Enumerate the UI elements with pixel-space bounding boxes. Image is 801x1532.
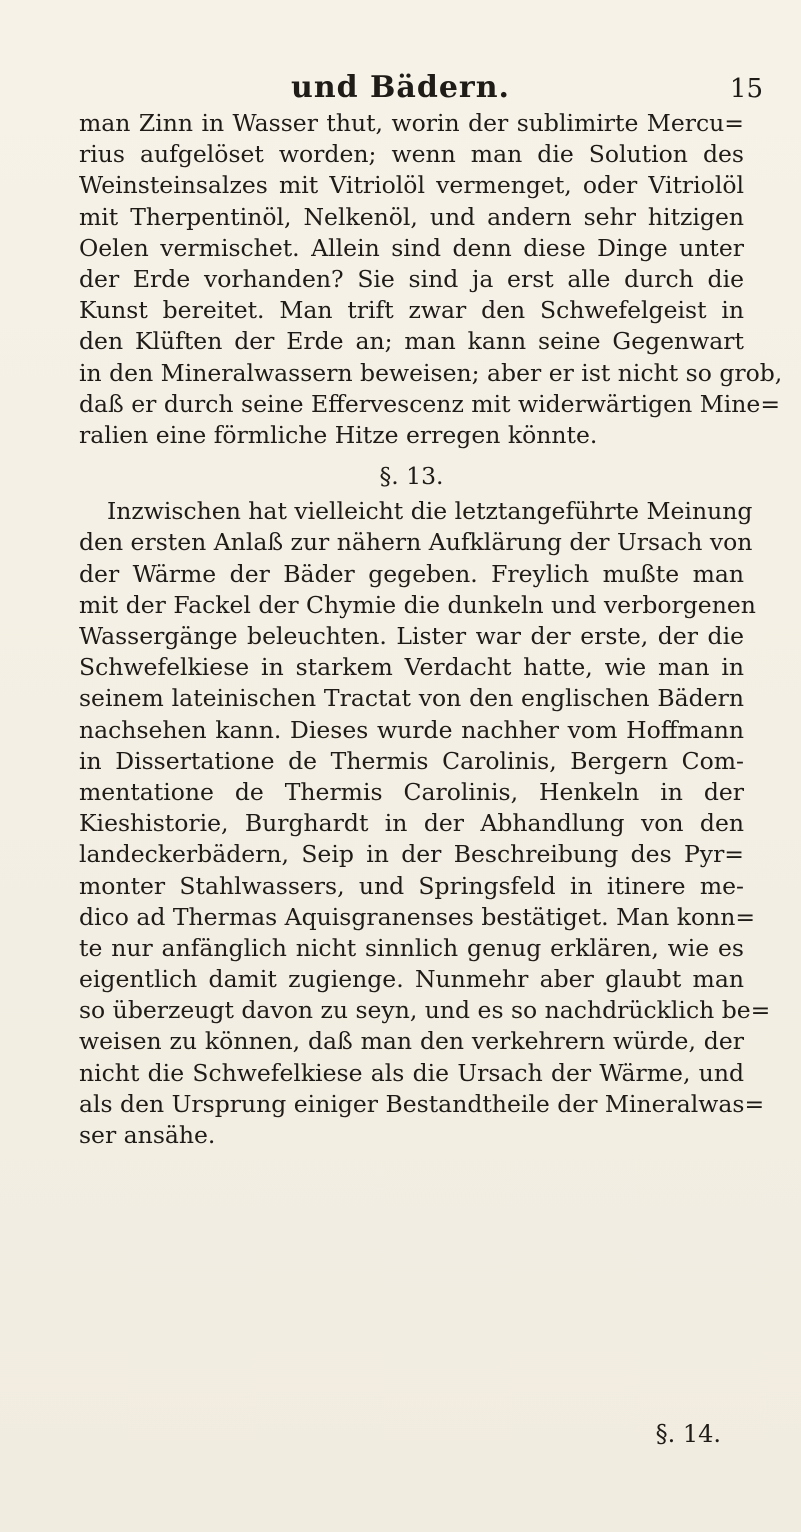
- text-line: den Klüften der Erde an; man kann seine Gegenwart: [79, 327, 744, 356]
- text-line: landeckerbädern, Seip in der Beschreibung des Pyr=: [79, 840, 744, 869]
- text-line: seinem lateinischen Tractat von den englischen Bädern: [79, 684, 744, 713]
- text-line: eigentlich damit zugienge. Nunmehr aber glaubt man: [79, 965, 744, 994]
- text-line: Kieshistorie, Burghardt in der Abhandlung von den: [79, 809, 744, 838]
- text-line: Schwefelkiese in starkem Verdacht hatte, wie man in: [79, 653, 744, 682]
- body-text: [79, 108, 783, 1151]
- text-line: in den Mineralwassern beweisen; aber er ist nicht so grob,: [79, 358, 783, 387]
- text-line: als den Ursprung einiger Bestandtheile der Mineralwas=: [79, 1089, 765, 1118]
- text-line: te nur anfänglich nicht sinnlich genug erklären, wie es: [79, 933, 744, 962]
- text-line: Wassergänge beleuchten. Lister war der erste, der die: [79, 622, 744, 650]
- text-line: Inzwischen hat vielleicht die letztangeführte Meinung: [107, 497, 753, 526]
- text-line: nicht die Schwefelkiese als die Ursach der Wärme, und: [79, 1058, 744, 1087]
- text-line: Oelen vermischet. Allein sind denn diese Dinge unter: [79, 233, 744, 262]
- text-line: mentatione de Thermis Carolinis, Henkeln in der: [79, 777, 744, 806]
- text-line: daß er durch seine Effervescenz mit widerwärtigen Mine=: [79, 389, 781, 418]
- section-heading: §. 13.: [379, 462, 444, 491]
- text-line: ser ansähe.: [79, 1121, 216, 1149]
- text-line: der Erde vorhanden? Sie sind ja erst alle durch die: [79, 264, 744, 293]
- text-line: der Wärme der Bäder gegeben. Freylich mußte man: [79, 559, 744, 588]
- text-line: so überzeugt davon zu seyn, und es so nachdrücklich be=: [79, 996, 771, 1025]
- text-line: ralien eine förmliche Hitze erregen könnte.: [79, 420, 598, 449]
- page-number: 15: [729, 74, 763, 104]
- text-line: man Zinn in Wasser thut, worin der sublimirte Mercu=: [79, 109, 744, 137]
- paragraph-1: [79, 108, 783, 451]
- text-line: Kunst bereitet. Man trift zwar den Schwefelgeist in: [79, 296, 744, 325]
- text-line: den ersten Anlaß zur nähern Aufklärung der Ursach von: [79, 528, 753, 557]
- text-line: dico ad Thermas Aquisgranenses bestätiget. Man konn=: [79, 902, 756, 931]
- text-line: monter Stahlwassers, und Springsfeld in itinere me-: [79, 871, 744, 900]
- text-line: mit Therpentinöl, Nelkenöl, und andern sehr hitzigen: [79, 202, 744, 231]
- text-line: mit der Fackel der Chymie die dunkeln und verborgenen: [79, 590, 756, 619]
- paragraph-2: [79, 496, 771, 1151]
- text-line: Weinsteinsalzes mit Vitriolöl vermenget, oder Vitriolöl: [79, 171, 744, 200]
- text-line: nachsehen kann. Dieses wurde nachher vom Hoffmann: [79, 715, 744, 744]
- text-line: rius aufgelöset worden; wenn man die Solution des: [79, 140, 744, 169]
- text-line: weisen zu können, daß man den verkehrern würde, der: [79, 1027, 744, 1056]
- catchword: §. 14.: [655, 1420, 721, 1448]
- text-line: in Dissertatione de Thermis Carolinis, Bergern Com-: [79, 746, 744, 775]
- running-head: und Bädern.: [291, 70, 510, 105]
